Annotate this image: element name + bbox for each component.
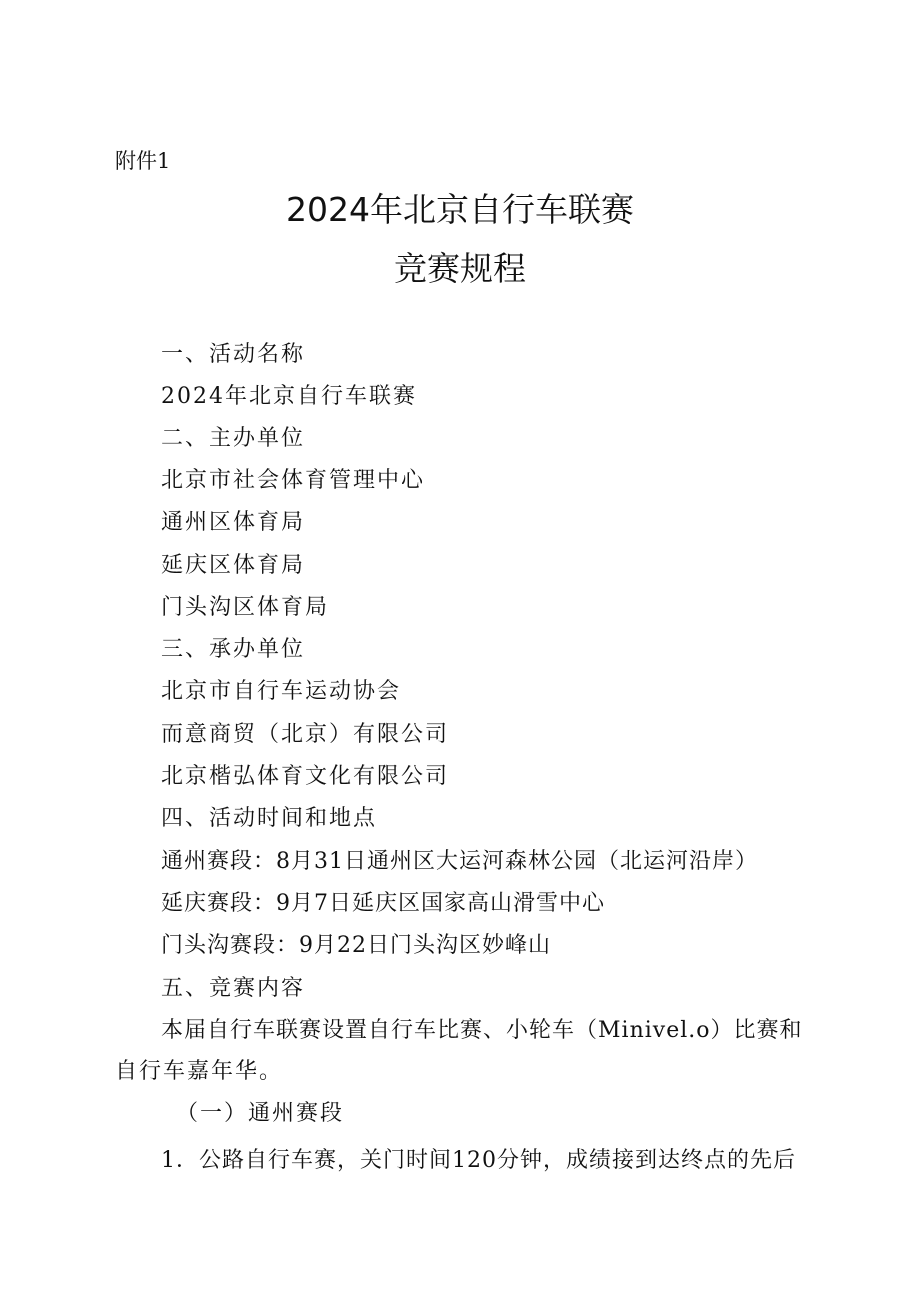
time-place-item: 门头沟赛段：9月22日门头沟区妙峰山: [161, 933, 551, 958]
organizer-item: 延庆区体育局: [161, 553, 306, 578]
time-place-item: 通州赛段：8月31日通州区大运河森林公园（北运河沿岸）: [161, 849, 758, 874]
activity-name-text: 2024年北京自行车联赛: [161, 384, 417, 409]
time-place-item: 延庆赛段：9月7日延庆区国家高山滑雪中心: [161, 891, 605, 916]
section-heading-activity-name: 一、活动名称: [161, 342, 306, 367]
section-heading-co-organizers: 三、承办单位: [161, 637, 306, 662]
content-paragraph-line-2: 自行车嘉年华。: [115, 1059, 284, 1084]
organizer-item: 北京市社会体育管理中心: [161, 468, 426, 493]
section-heading-organizers: 二、主办单位: [161, 426, 306, 451]
co-organizer-item: 北京楷弘体育文化有限公司: [161, 764, 450, 789]
attachment-label: 附件1: [115, 149, 171, 173]
document-title-line-1: 2024年北京自行车联赛: [286, 190, 634, 229]
document-title-line-2: 竞赛规程: [394, 249, 526, 288]
organizer-item: 门头沟区体育局: [161, 595, 330, 620]
co-organizer-item: 北京市自行车运动协会: [161, 679, 402, 704]
content-item-1: 1．公路自行车赛，关门时间120分钟，成绩接到达终点的先后: [161, 1148, 796, 1173]
sub-heading-tongzhou: （一）通州赛段: [176, 1101, 345, 1126]
co-organizer-item: 而意商贸（北京）有限公司: [161, 722, 450, 747]
content-paragraph-line-1: 本届自行车联赛设置自行车比赛、小轮车（Minivel.o）比赛和: [161, 1018, 803, 1043]
organizer-item: 通州区体育局: [161, 510, 306, 535]
section-heading-content: 五、竞赛内容: [161, 976, 306, 1001]
section-heading-time-place: 四、活动时间和地点: [161, 806, 378, 831]
